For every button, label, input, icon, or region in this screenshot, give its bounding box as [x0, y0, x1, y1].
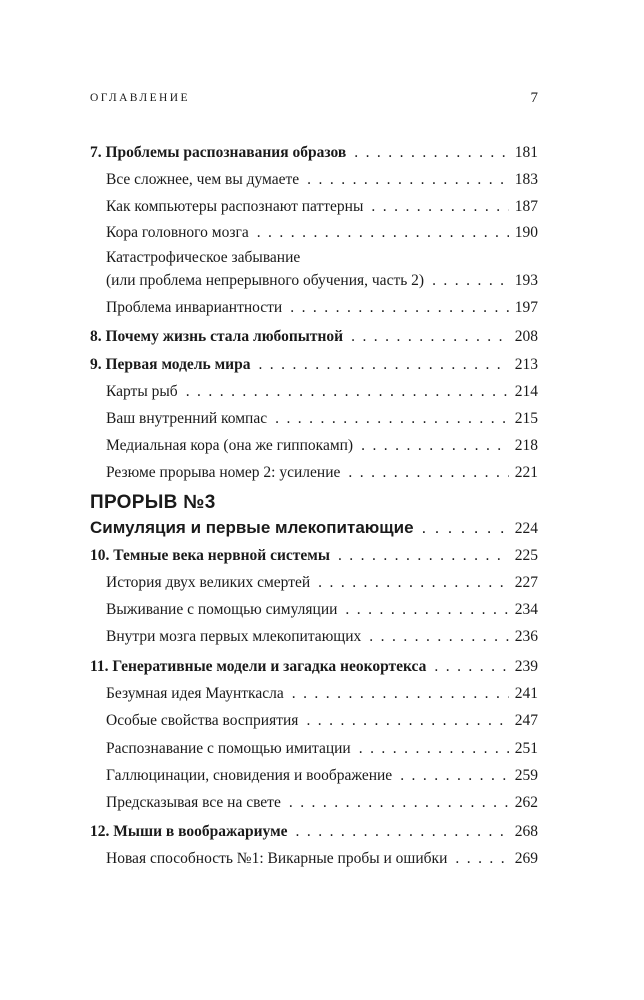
part-label: ПРОРЫВ №3 [90, 492, 216, 513]
toc-chapter-7[interactable] [90, 144, 538, 162]
toc-entry-title: (или проблема непрерывного обучения, часть 2) [106, 272, 425, 289]
toc-page-number: 208 [514, 328, 538, 345]
toc-section[interactable] [106, 628, 538, 646]
toc-entry-title: История двух великих смертей [106, 574, 311, 591]
toc-section[interactable] [106, 299, 538, 317]
toc-page-number: 236 [514, 628, 538, 645]
toc-section[interactable] [106, 601, 538, 619]
toc-section[interactable] [106, 740, 538, 758]
toc-page-number: 269 [514, 850, 538, 867]
toc-section[interactable] [106, 198, 538, 216]
toc-chapter-10[interactable] [90, 547, 538, 565]
toc-page-number: 225 [514, 547, 538, 564]
dot-leader [351, 328, 509, 346]
toc-section-first-line: Катастрофическое забывание [106, 249, 301, 266]
toc-page-number: 213 [514, 356, 538, 373]
dot-leader [345, 601, 508, 619]
toc-section[interactable] [106, 574, 538, 592]
dot-leader [290, 299, 509, 317]
toc-page-number: 259 [514, 767, 538, 784]
toc-chapter-8[interactable] [90, 328, 538, 346]
toc-entry-title: Все сложнее, чем вы думаете [106, 171, 300, 188]
toc-section[interactable] [106, 410, 538, 428]
toc-entry-title: Новая способность №1: Викарные пробы и ошибки [106, 850, 448, 867]
toc-page-number: 251 [514, 740, 538, 757]
toc-section[interactable] [106, 383, 538, 401]
toc-entry-title: Как компьютеры распознают паттерны [106, 198, 364, 215]
toc-page-number: 215 [514, 410, 538, 427]
toc-page-number: 221 [514, 464, 538, 481]
dot-leader [296, 823, 509, 841]
dot-leader [318, 574, 509, 592]
running-title: ОГЛАВЛЕНИЕ [90, 92, 190, 104]
toc-page-number: 197 [514, 299, 538, 316]
toc-entry-title: Выживание с помощью симуляции [106, 601, 338, 618]
toc-entry-title: Внутри мозга первых млекопитающих [106, 628, 362, 645]
toc-page-number: 193 [514, 272, 538, 289]
toc-section[interactable] [106, 437, 538, 455]
toc-page-number: 218 [514, 437, 538, 454]
toc-page-number: 187 [514, 198, 538, 215]
dot-leader [258, 356, 508, 374]
dot-leader [257, 224, 509, 242]
dot-leader [289, 794, 509, 812]
toc-entry-title: Медиальная кора (она же гиппокамп) [106, 437, 354, 454]
dot-leader [434, 658, 508, 676]
toc-page-number: 181 [514, 144, 538, 161]
dot-leader [307, 171, 509, 189]
toc-page-number: 239 [514, 658, 538, 675]
toc-entry-title: Симуляция и первые млекопитающие [90, 518, 414, 537]
toc-section[interactable] [106, 171, 538, 189]
dot-leader [371, 198, 508, 216]
toc-entry-title: 8. Почему жизнь стала любопытной [90, 328, 344, 345]
toc-section[interactable] [106, 850, 538, 868]
toc-entry-title: 7. Проблемы распознавания образов [90, 144, 347, 161]
toc-section[interactable] [106, 272, 538, 290]
toc-page-number: 190 [514, 224, 538, 241]
toc-entry-title: Безумная идея Маунткасла [106, 685, 284, 702]
dot-leader [422, 518, 509, 538]
dot-leader [369, 628, 508, 646]
dot-leader [455, 850, 508, 868]
toc-entry-title: 11. Генеративные модели и загадка неокортекса [90, 658, 427, 675]
dot-leader [359, 740, 509, 758]
toc-chapter-12[interactable] [90, 823, 538, 841]
dot-leader [292, 685, 509, 703]
toc-page-number: 214 [514, 383, 538, 400]
toc-entry-title: Карты рыб [106, 383, 178, 400]
dot-leader [354, 144, 509, 162]
toc-entry-title: Кора головного мозга [106, 224, 249, 241]
toc-page-number: 183 [514, 171, 538, 188]
toc-entry-title: Резюме прорыва номер 2: усиление [106, 464, 341, 481]
toc-section[interactable] [106, 224, 538, 242]
dot-leader [306, 712, 508, 730]
dot-leader [348, 464, 508, 482]
toc-section[interactable] [106, 685, 538, 703]
toc-entry-title: Галлюцинации, сновидения и воображение [106, 767, 393, 784]
toc-section[interactable] [106, 712, 538, 730]
toc-section[interactable] [106, 794, 538, 812]
toc-page-number: 268 [514, 823, 538, 840]
toc-entry-title: Проблема инвариантности [106, 299, 283, 316]
dot-leader [432, 272, 509, 290]
dot-leader [400, 767, 509, 785]
toc-chapter-9[interactable] [90, 356, 538, 374]
dot-leader [186, 383, 509, 401]
toc-page-number: 234 [514, 601, 538, 618]
toc-section[interactable] [106, 464, 538, 482]
toc-entry-title: Предсказывая все на свете [106, 794, 281, 811]
toc-page-number: 247 [514, 712, 538, 729]
page-number: 7 [530, 90, 538, 106]
toc-entry-title: Особые свойства восприятия [106, 712, 299, 729]
toc-part-3[interactable] [90, 518, 538, 538]
toc-section[interactable] [106, 767, 538, 785]
dot-leader [275, 410, 509, 428]
dot-leader [338, 547, 509, 565]
toc-chapter-11[interactable] [90, 658, 538, 676]
toc-entry-title: Распознавание с помощью имитации [106, 740, 351, 757]
toc-page-number: 227 [514, 574, 538, 591]
toc-entry-title: Ваш внутренний компас [106, 410, 268, 427]
dot-leader [361, 437, 509, 455]
toc-entry-title: 10. Темные века нервной системы [90, 547, 330, 564]
toc-page-number: 241 [514, 685, 538, 702]
toc-entry-title: 12. Мыши в воображариуме [90, 823, 288, 840]
toc-page-number: 224 [514, 520, 538, 537]
toc-entry-title: 9. Первая модель мира [90, 356, 251, 373]
toc-page-number: 262 [514, 794, 538, 811]
